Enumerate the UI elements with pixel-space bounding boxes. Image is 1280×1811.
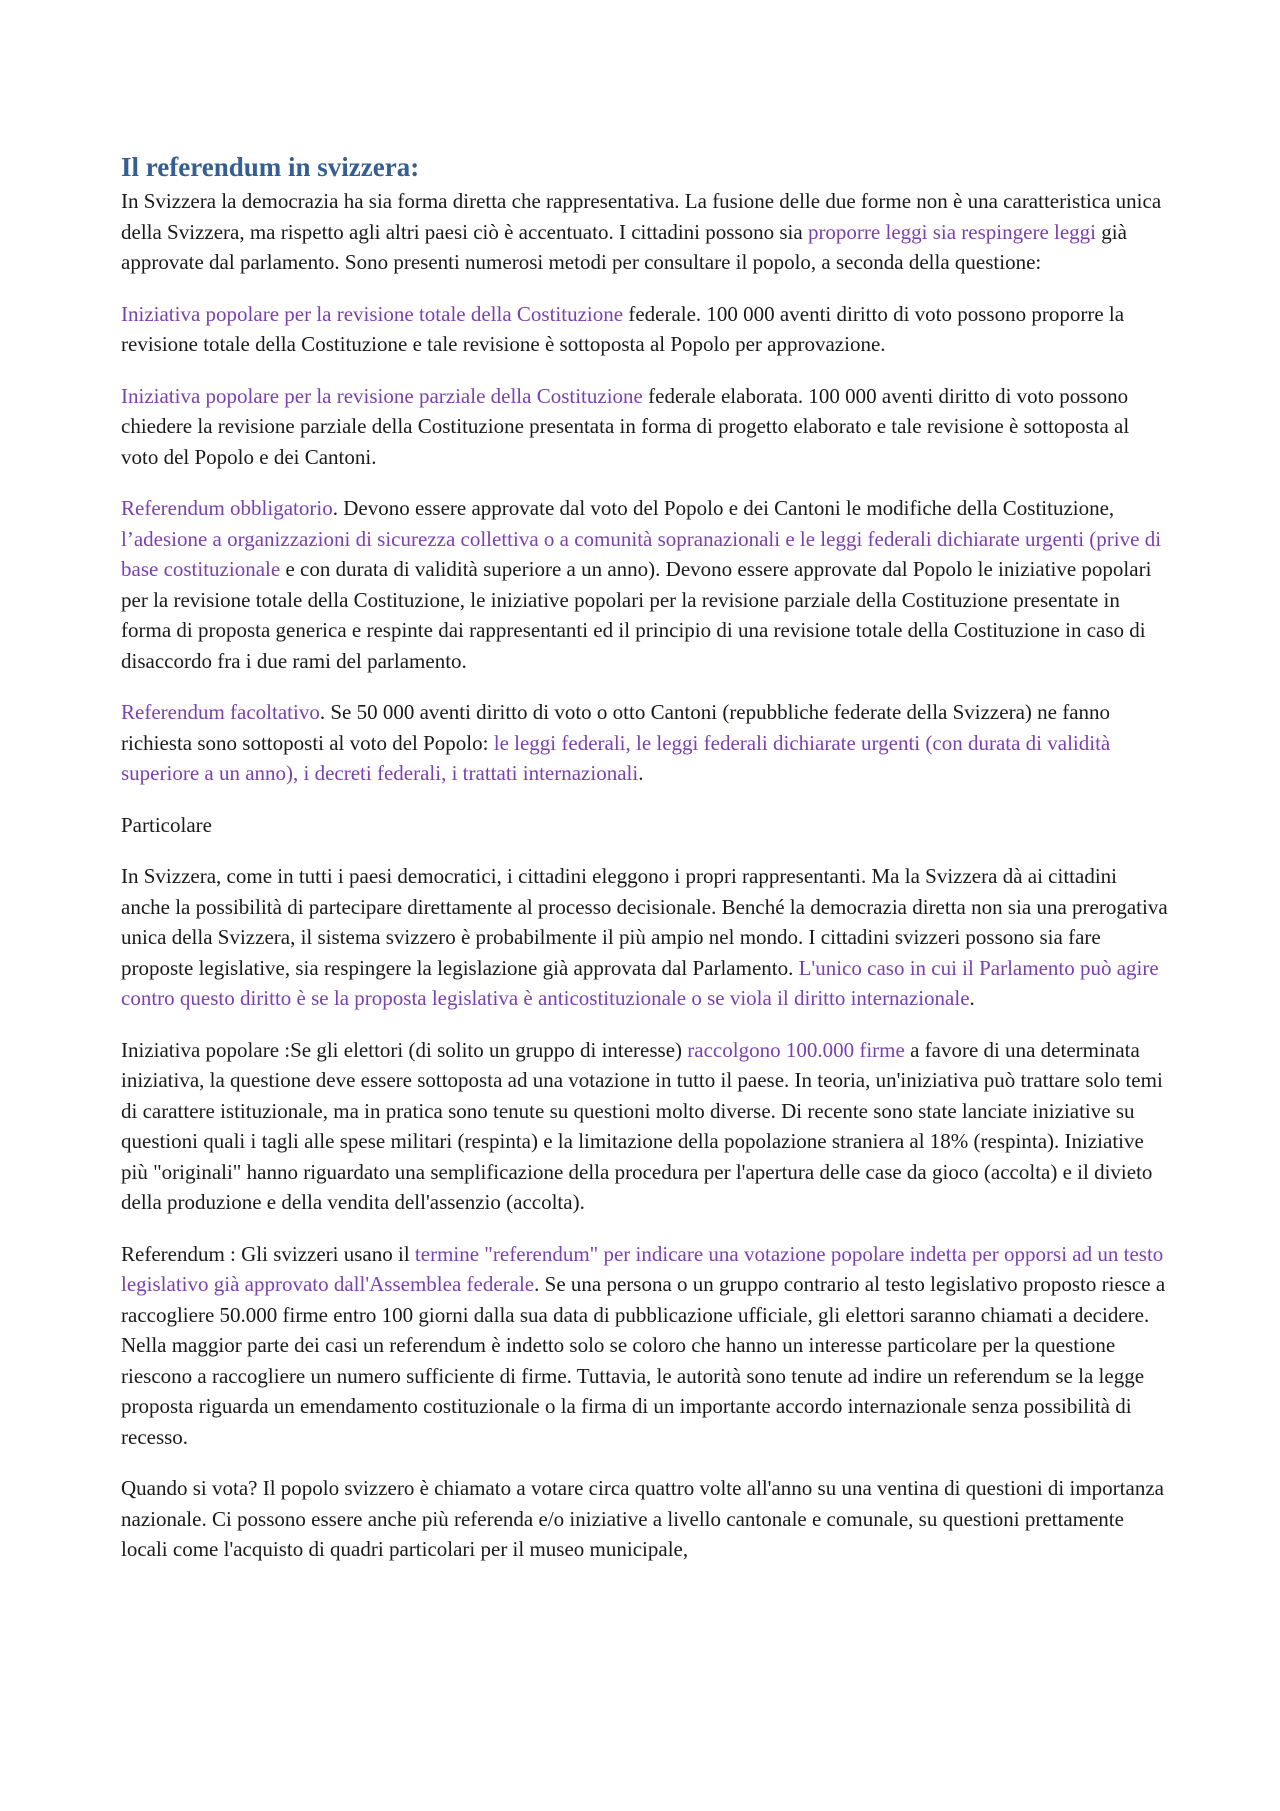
paragraph-text: . Se una persona o un gruppo contrario al testo legislativo proposto riesce a raccogliere 50.000 firme entro 100 giorni dalla sua data di pubblicazione ufficiale, gli elettori saranno chiamati a decidere. Nella maggior parte dei casi un referendum è indetto solo se coloro che hanno un interesse particolare per la questione riescono a raccogliere un numero sufficiente di firme. Tuttavia, le autorità sono tenute ad indire un referendum se la legge proposta riguarda un emendamento costituzionale o la firma di un importante accordo internazionale senza possibilità di recesso. xyxy=(121,1272,1166,1449)
paragraph-text: . xyxy=(638,761,644,785)
paragraph xyxy=(121,381,1171,473)
document-body xyxy=(121,186,1171,1565)
document-page xyxy=(121,150,1171,1586)
paragraph-text: In Svizzera, come in tutti i paesi democratici, i cittadini eleggono i propri rappresentanti. Ma la Svizzera dà ai cittadini anche la possibilità di partecipare direttamente al processo decisionale. Benché la democrazia diretta non sia una prerogativa unica della Svizzera, il sistema svizzero è probabilmente il più ampio nel mondo. I cittadini svizzeri possono sia fare proposte legislative, sia respingere la legislazione già approvata dal Parlamento. xyxy=(121,864,1168,980)
highlighted-link-text[interactable]: l’adesione a organizzazioni di sicurezza collettiva o a comunità sopranazionali e le leggi federali dichiarate urgenti (prive di base costituzionale xyxy=(121,526,1162,581)
paragraph-text: . Se 50 000 aventi diritto di voto o otto Cantoni (repubbliche federate della Svizzera) ne fanno richiesta sono sottoposti al voto del Popolo: xyxy=(121,700,1111,755)
paragraph xyxy=(121,1239,1171,1453)
paragraph xyxy=(121,697,1171,789)
highlighted-link-text[interactable]: le leggi federali, le leggi federali dichiarate urgenti (con durata di validità superiore a un anno), i decreti federali, i trattati internazionali xyxy=(121,730,1111,785)
paragraph-text: . Devono essere approvate dal voto del Popolo e dei Cantoni le modifiche della Costituzione, xyxy=(332,496,1115,520)
document-title: Il referendum in svizzera: xyxy=(121,152,420,182)
paragraph xyxy=(121,299,1171,360)
paragraph xyxy=(121,861,1171,1014)
paragraph-text: Iniziativa popolare :Se gli elettori (di solito un gruppo di interesse) xyxy=(121,1037,688,1062)
paragraph xyxy=(121,1035,1171,1218)
paragraph-text: già approvate dal parlamento. Sono presenti numerosi metodi per consultare il popolo, a seconda della questione: xyxy=(121,219,1127,274)
paragraph-text: a favore di una determinata iniziativa, la questione deve essere sottoposta ad una votazione in tutto il paese. In teoria, un'iniziativa può trattare solo temi di carattere istituzionale, ma in pratica sono tenute su questioni molto diverse. Di recente sono state lanciate iniziative su questioni quali i tagli alle spese militari (respinta) e la limitazione della popolazione straniera al 18% (respinta). Iniziative più "originali" hanno riguardato una semplificazione della procedura per l'apertura delle case da gioco (accolta) e il divieto della produzione e della vendita dell'assenzio (accolta). xyxy=(121,1037,1163,1214)
paragraph-text: e con durata di validità superiore a un anno). Devono essere approvate dal Popolo le iniziative popolari per la revisione totale della Costituzione, le iniziative popolari per la revisione parziale della Costituzione presentate in forma di proposta generica e respinte dai rappresentanti ed il principio di una revisione totale della Costituzione in caso di disaccordo fra i due rami del parlamento. xyxy=(121,557,1152,673)
paragraph-text: Referendum : Gli svizzeri usano il xyxy=(121,1241,415,1266)
highlighted-link-text[interactable]: Iniziativa popolare per la revisione totale della Costituzione xyxy=(121,301,624,326)
highlighted-link-text[interactable]: proporre leggi sia respingere leggi xyxy=(807,219,1097,244)
paragraph xyxy=(121,493,1171,676)
highlighted-link-text[interactable]: Iniziativa popolare per la revisione parziale della Costituzione xyxy=(121,383,643,408)
paragraph-text: federale. 100 000 aventi diritto di voto possono proporre la revisione totale della Costituzione e tale revisione è sottoposta al Popolo per approvazione. xyxy=(121,301,1125,356)
highlighted-link-text[interactable]: L'unico caso in cui il Parlamento può agire contro questo diritto è se la proposta legislativa è anticostituzionale o se viola il diritto internazionale xyxy=(121,955,1159,1010)
highlighted-link-text[interactable]: Referendum obbligatorio xyxy=(121,496,333,520)
paragraph-text: Particolare xyxy=(121,812,212,837)
highlighted-link-text[interactable]: termine "referendum" per indicare una votazione popolare indetta per opporsi ad un testo legislativo già approvato dall'Assemblea federale xyxy=(121,1241,1164,1296)
paragraph xyxy=(121,1473,1171,1565)
paragraph-text: In Svizzera la democrazia ha sia forma diretta che rappresentativa. La fusione delle due forme non è una caratteristica unica della Svizzera, ma rispetto agli altri paesi ciò è accentuato. I cittadini possono sia xyxy=(121,189,1162,244)
paragraph xyxy=(121,186,1171,278)
paragraph-text: federale elaborata. 100 000 aventi diritto di voto possono chiedere la revisione parziale della Costituzione presentata in forma di progetto elaborato e tale revisione è sottoposta al voto del Popolo e dei Cantoni. xyxy=(121,383,1130,469)
paragraph-text: . xyxy=(969,986,975,1010)
highlighted-link-text[interactable]: Referendum facoltativo xyxy=(121,700,320,724)
paragraph xyxy=(121,810,1171,841)
paragraph-text: Quando si vota? Il popolo svizzero è chiamato a votare circa quattro volte all'anno su una ventina di questioni di importanza nazionale. Ci possono essere anche più referenda e/o iniziative a livello cantonale e comunale, su questioni prettamente locali come l'acquisto di quadri particolari per il museo municipale, xyxy=(121,1476,1164,1561)
highlighted-link-text[interactable]: raccolgono 100.000 firme xyxy=(687,1037,905,1062)
